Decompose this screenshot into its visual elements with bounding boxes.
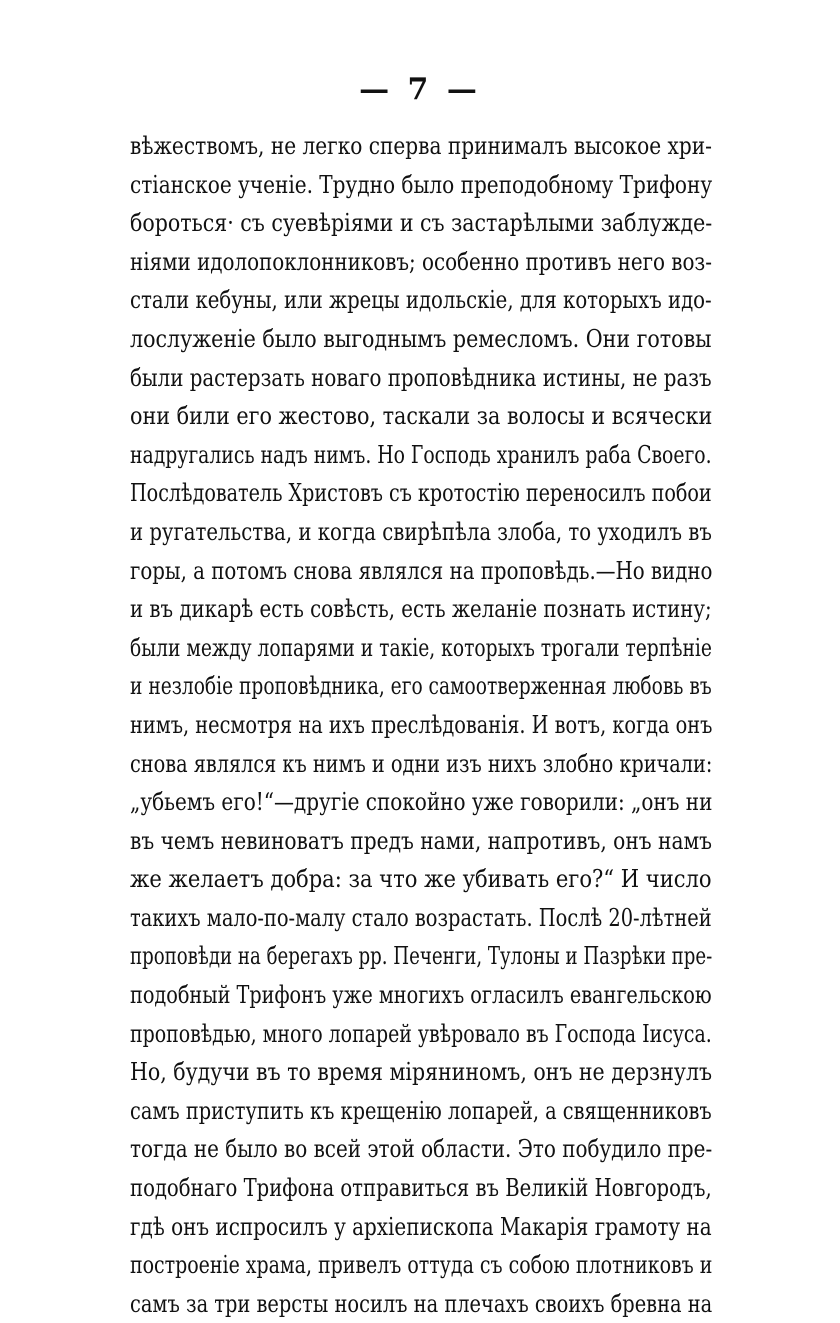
text-line [130,397,712,436]
text-line-content: проповѣдью, много лопарей увѣровало въ Господа Іисуса. [130,1019,712,1048]
text-line [130,976,712,1015]
text-line [130,1169,712,1208]
text-line-content: лослуженіе было выгоднымъ ремесломъ. Они готовы [130,324,712,353]
text-line-content: подобный Трифонъ уже многихъ огласилъ евангельскою [130,981,712,1010]
text-line [130,552,712,591]
text-line [130,1285,712,1323]
text-line-content: надругались надъ нимъ. Но Господь хранилъ раба Своего. [130,440,712,469]
text-line [130,359,712,398]
text-line [130,629,712,668]
text-line [130,243,712,282]
text-line-content: самъ приступить къ крещенію лопарей, а священниковъ [130,1096,712,1125]
text-line [130,860,712,899]
text-line [130,1208,712,1247]
text-line-content: они били его жестово, таскали за волосы и всячески [130,402,712,431]
text-line [130,667,712,706]
text-line-content: самъ за три версты носилъ на плечахъ своихъ бревна на [130,1289,712,1318]
text-line-content: бороться· съ суевѣріями и съ застарѣлыми заблужде- [130,209,712,238]
text-line [130,745,712,784]
text-line [130,1053,712,1092]
text-line [130,899,712,938]
text-line [130,474,712,513]
text-line [130,783,712,822]
text-line [130,706,712,745]
text-line [130,513,712,552]
text-line-content: и въ дикарѣ есть совѣсть, есть желаніе познать истину; [130,595,712,624]
text-line [130,127,712,166]
text-line-content: снова являлся къ нимъ и одни изъ нихъ злобно кричали: [130,749,712,778]
text-line [130,1092,712,1131]
text-line-content: построеніе храма, привелъ оттуда съ собою плотниковъ и [130,1251,712,1280]
text-line [130,281,712,320]
text-line-content: горы, а потомъ снова являлся на проповѣдь.—Но видно [130,556,712,585]
text-line [130,937,712,976]
text-line-content: тогда не было во всей этой области. Это побудило пре- [130,1135,712,1164]
text-line-content: нимъ, несмотря на ихъ преслѣдованія. И вотъ, когда онъ [130,710,712,739]
text-line-content: въ чемъ невиноватъ предъ нами, напротивъ, онъ намъ [130,826,712,855]
page-number: — 7 — [359,72,481,107]
text-line-content: и ругательства, и когда свирѣпѣла злоба, то уходилъ въ [130,517,712,546]
text-line [130,166,712,205]
text-line-content: проповѣди на берегахъ рр. Печенги, Тулоны и Пазрѣки пре- [130,942,712,971]
text-line-content: были между лопарями и такіе, которыхъ трогали терпѣніе [130,633,712,662]
text-line-content: гдѣ онъ испросилъ у архіепископа Макарія грамоту на [130,1212,712,1241]
text-line [130,590,712,629]
text-line-content: стіанское ученіе. Трудно было преподобному Трифону [130,170,712,199]
text-line [130,436,712,475]
text-line-content: Но, будучи въ то время міряниномъ, онъ не дерзнулъ [130,1058,712,1087]
text-line [130,204,712,243]
text-line [130,1015,712,1054]
text-line-content: и незлобіе проповѣдника, его самоотверженная любовь въ [130,672,712,701]
body-text [130,127,712,1323]
text-line-content: стали кебуны, или жрецы идольскіе, для которыхъ идо- [130,286,712,315]
text-line-content: подобнаго Трифона отправиться въ Великій Новгородъ, [130,1174,712,1203]
text-line [130,1130,712,1169]
text-line-content: вѣжествомъ, не легко сперва принималъ высокое хри- [130,132,712,160]
text-line-content: „убьемъ его!“—другіе спокойно уже говорили: „онъ ни [130,788,712,817]
text-line-content: такихъ мало-по-малу стало возрастать. Послѣ 20-лѣтней [130,903,712,932]
text-line-content: были растерзать новаго проповѣдника истины, не разъ [130,363,712,392]
text-line-content: ніями идолопоклонниковъ; особенно противъ него воз- [130,247,712,276]
text-line-content: Послѣдователь Христовъ съ кротостію переносилъ побои [130,479,712,508]
text-line-content: же желаетъ добра: за что же убивать его?“ И число [130,865,712,894]
text-line [130,1246,712,1285]
text-line [130,320,712,359]
text-line [130,822,712,861]
